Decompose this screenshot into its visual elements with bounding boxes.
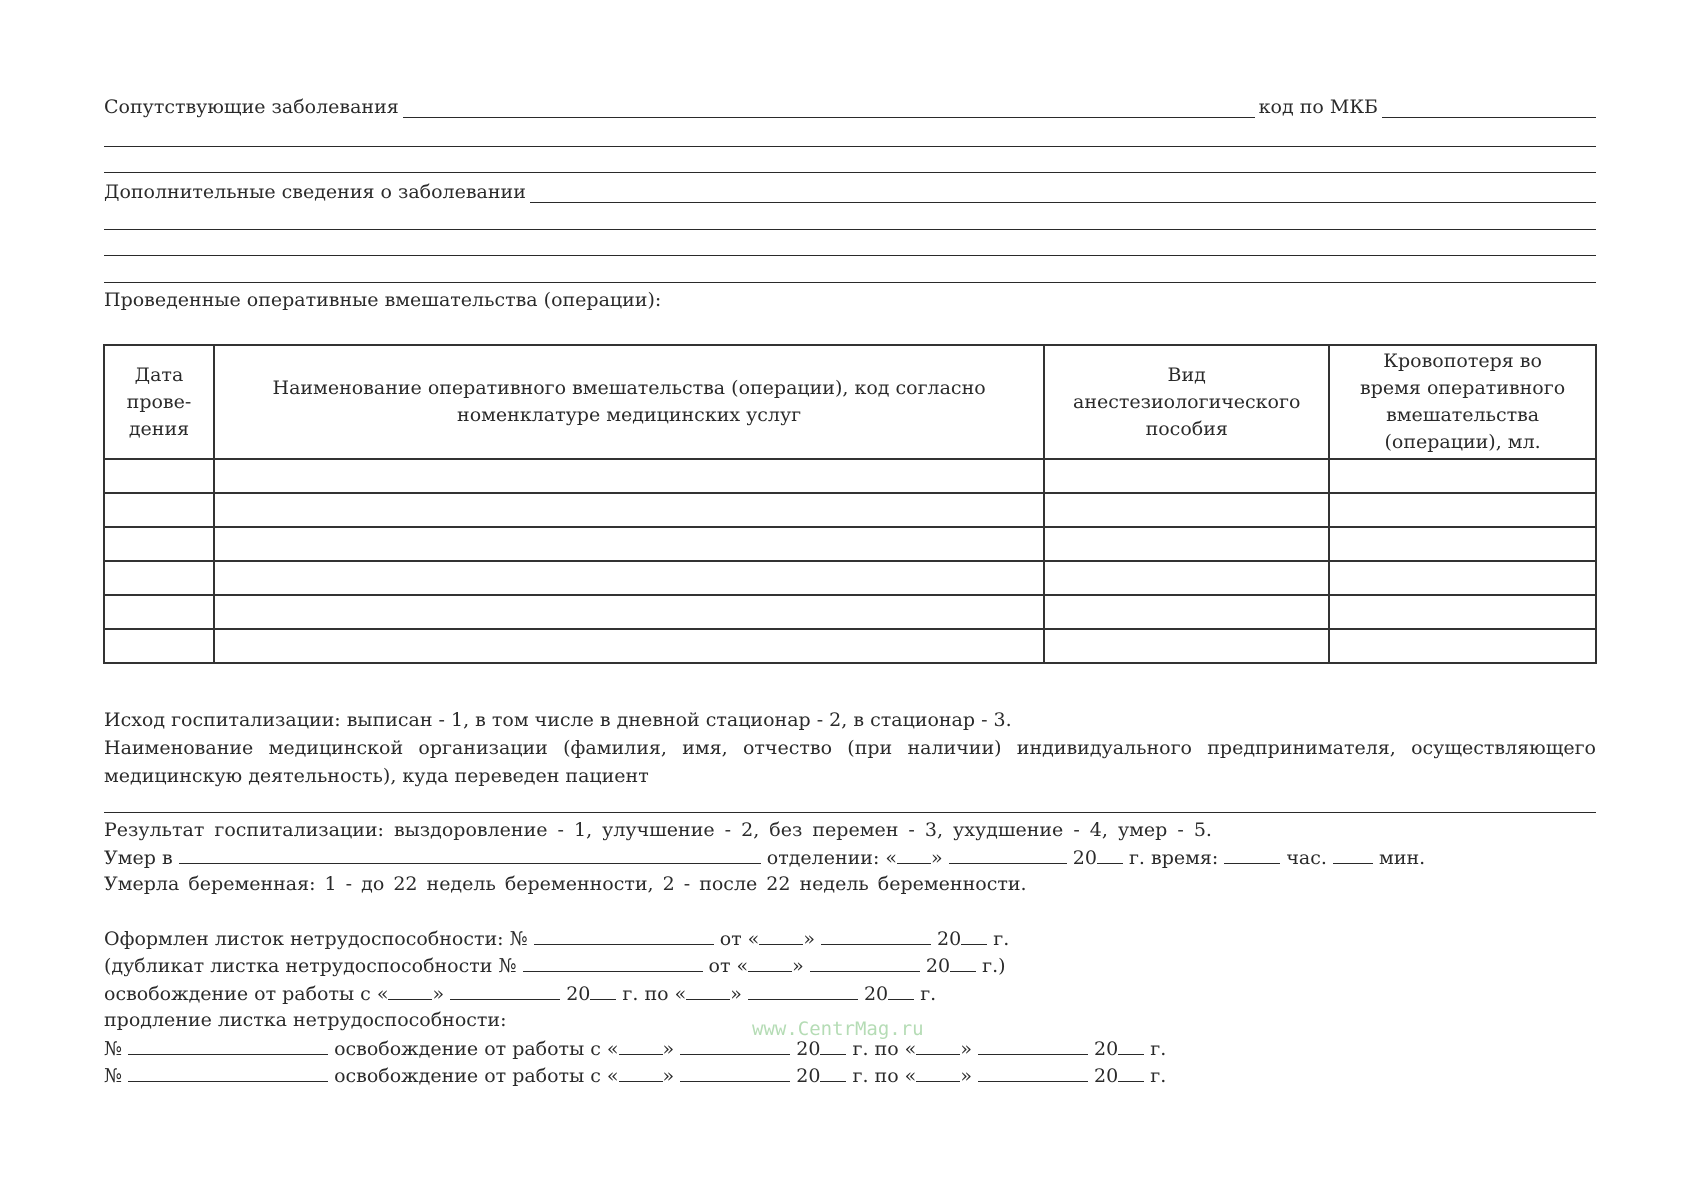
extension-to-month-field[interactable] [978,1036,1088,1055]
extension-from-year-field[interactable] [820,1063,846,1082]
icd-code-field[interactable] [1382,97,1596,118]
extension-to-label: г. по « [852,1065,917,1087]
cell-date[interactable] [104,493,214,527]
col-blood-loss: Кровопотеря во время оперативного вмешательства (операции), мл. [1329,345,1596,459]
cell-anesthesia[interactable] [1044,527,1329,561]
duplicate-number-field[interactable] [523,953,703,972]
death-month-field[interactable] [949,845,1067,864]
cell-operation[interactable] [214,493,1044,527]
death-row: Умер в отделении: « » 20 г. время: час. мин. [104,847,1426,869]
extension-number-sign: № [104,1038,122,1060]
issued-year-prefix: 20 [937,928,962,950]
cell-blood-loss[interactable] [1329,629,1596,663]
from-label: от « [719,928,760,950]
minutes-label: мин. [1379,847,1426,869]
duplicate-day-field[interactable] [748,953,792,972]
duplicate-from-label: от « [708,955,749,977]
death-year-field[interactable] [1097,845,1123,864]
hospitalization-outcome: Исход госпитализации: выписан - 1, в том числе в дневной стационар - 2, в стационар - 3. [104,709,1012,731]
release-row: освобождение от работы с « » 20 г. по « » 20 г. [104,983,937,1005]
extension-to-day-field[interactable] [916,1063,960,1082]
sick-leave-issued-label: Оформлен листок нетрудоспособности: № [104,928,528,950]
extension-heading: продление листка нетрудоспособности: [104,1009,507,1031]
release-to-month-field[interactable] [748,981,858,1000]
release-to-year-prefix: 20 [863,983,889,1005]
extension-number-field[interactable] [128,1063,328,1082]
died-in-label: Умер в [104,847,173,869]
watermark: www.CentrMag.ru [752,1018,924,1040]
extension-g-label: г. [1150,1065,1167,1087]
organization-line-1: Наименование медицинской организации (фамилия, имя, отчество (при наличии) индивидуального предпринимателя, осуществляющего [104,737,1596,759]
extension-g-label: г. [1150,1038,1167,1060]
additional-label: Дополнительные сведения о заболевании [104,181,526,203]
icd-label: код по МКБ [1258,96,1378,118]
table-row [104,459,1596,493]
release-from-month-field[interactable] [450,981,560,1000]
time-label: г. время: [1128,847,1219,869]
issued-year-field[interactable] [961,926,987,945]
cell-anesthesia[interactable] [1044,629,1329,663]
cell-date[interactable] [104,595,214,629]
cell-operation[interactable] [214,629,1044,663]
table-header-row [104,345,1596,459]
release-g-label: г. [920,983,937,1005]
additional-line-2[interactable] [104,229,1596,230]
release-from-day-field[interactable] [388,981,432,1000]
extension-to-year-prefix: 20 [1094,1065,1119,1087]
cell-blood-loss[interactable] [1329,493,1596,527]
extension-to-year-field[interactable] [1118,1036,1144,1055]
additional-row [104,181,1596,203]
cell-date[interactable] [104,527,214,561]
release-from-year-field[interactable] [590,981,616,1000]
cell-anesthesia[interactable] [1044,493,1329,527]
cell-blood-loss[interactable] [1329,595,1596,629]
operations-heading: Проведенные оперативные вмешательства (операции): [104,289,662,311]
hospitalization-result: Результат госпитализации: выздоровление - 1, улучшение - 2, без перемен - 3, ухудшение - 4, умер - 5. [104,819,1212,841]
duplicate-year-field[interactable] [950,953,976,972]
table-row [104,493,1596,527]
table-row [104,629,1596,663]
issued-g-label: г. [993,928,1010,950]
extension-to-year-prefix: 20 [1094,1038,1119,1060]
cell-date[interactable] [104,459,214,493]
duplicate-g-label: г. [982,955,999,977]
concomitant-label: Сопутствующие заболевания [104,96,399,118]
table-row [104,527,1596,561]
cell-blood-loss[interactable] [1329,561,1596,595]
cell-operation[interactable] [214,595,1044,629]
cell-date[interactable] [104,629,214,663]
release-to-label: г. по « [622,983,687,1005]
cell-blood-loss[interactable] [1329,459,1596,493]
cell-operation[interactable] [214,459,1044,493]
concomitant-field[interactable] [403,97,1255,118]
death-day-field[interactable] [897,845,931,864]
extension-from-month-field[interactable] [680,1063,790,1082]
duplicate-year-prefix: 20 [925,955,951,977]
extension-to-month-field[interactable] [978,1063,1088,1082]
sick-leave-issued-row: Оформлен листок нетрудоспособности: № от « » 20 г. [104,928,1010,950]
extension-number-field[interactable] [128,1036,328,1055]
cell-date[interactable] [104,561,214,595]
additional-field[interactable] [530,182,1596,203]
extension-from-day-field[interactable] [619,1036,663,1055]
table-row [104,595,1596,629]
concomitant-line-3[interactable] [104,172,1596,173]
release-to-year-field[interactable] [888,981,914,1000]
transfer-org-field[interactable] [104,812,1596,813]
organization-line-2: медицинскую деятельность), куда переведен пациент [104,765,649,787]
table-row [104,561,1596,595]
extension-to-label: г. по « [852,1038,917,1060]
concomitant-line-2[interactable] [104,146,1596,147]
death-minute-field[interactable] [1333,845,1373,864]
death-hour-field[interactable] [1224,845,1280,864]
hours-label: час. [1286,847,1327,869]
extension-from-year-prefix: 20 [796,1038,821,1060]
death-year-prefix: 20 [1072,847,1097,869]
extension-release-label: освобождение от работы с « [334,1065,619,1087]
death-department-field[interactable] [179,845,761,864]
col-anesthesia: Вид анестезиологического пособия [1044,345,1329,459]
extension-row-2: № освобождение от работы с « » 20 г. по « » 20 г. [104,1065,1167,1087]
duplicate-month-field[interactable] [810,953,920,972]
cell-operation[interactable] [214,561,1044,595]
additional-line-3[interactable] [104,255,1596,256]
cell-anesthesia[interactable] [1044,459,1329,493]
concomitant-row [104,96,1596,118]
extension-row-1: № освобождение от работы с « » 20 г. по « » 20 г. [104,1038,1167,1060]
issued-month-field[interactable] [821,926,931,945]
additional-line-4[interactable] [104,282,1596,283]
issued-day-field[interactable] [759,926,803,945]
cell-blood-loss[interactable] [1329,527,1596,561]
col-operation-name: Наименование оперативного вмешательства (операции), код согласно номенклатуре медицинских услуг [214,345,1044,459]
release-label: освобождение от работы с « [104,983,389,1005]
duplicate-row: (дубликат листка нетрудоспособности № от « » 20 г.) [104,955,1006,977]
release-from-year-prefix: 20 [566,983,591,1005]
department-label: отделении: « [766,847,898,869]
extension-from-day-field[interactable] [619,1063,663,1082]
cell-anesthesia[interactable] [1044,595,1329,629]
sick-leave-number-field[interactable] [534,926,714,945]
release-to-day-field[interactable] [686,981,730,1000]
cell-anesthesia[interactable] [1044,561,1329,595]
col-date: Дата прове-дения [104,345,214,459]
extension-release-label: освобождение от работы с « [334,1038,619,1060]
duplicate-label: (дубликат листка нетрудоспособности № [104,955,517,977]
cell-operation[interactable] [214,527,1044,561]
extension-number-sign: № [104,1065,122,1087]
operations-table [103,344,1597,664]
extension-from-year-prefix: 20 [796,1065,821,1087]
pregnant-death: Умерла беременная: 1 - до 22 недель беременности, 2 - после 22 недель беременности. [104,873,1027,895]
extension-to-year-field[interactable] [1118,1063,1144,1082]
